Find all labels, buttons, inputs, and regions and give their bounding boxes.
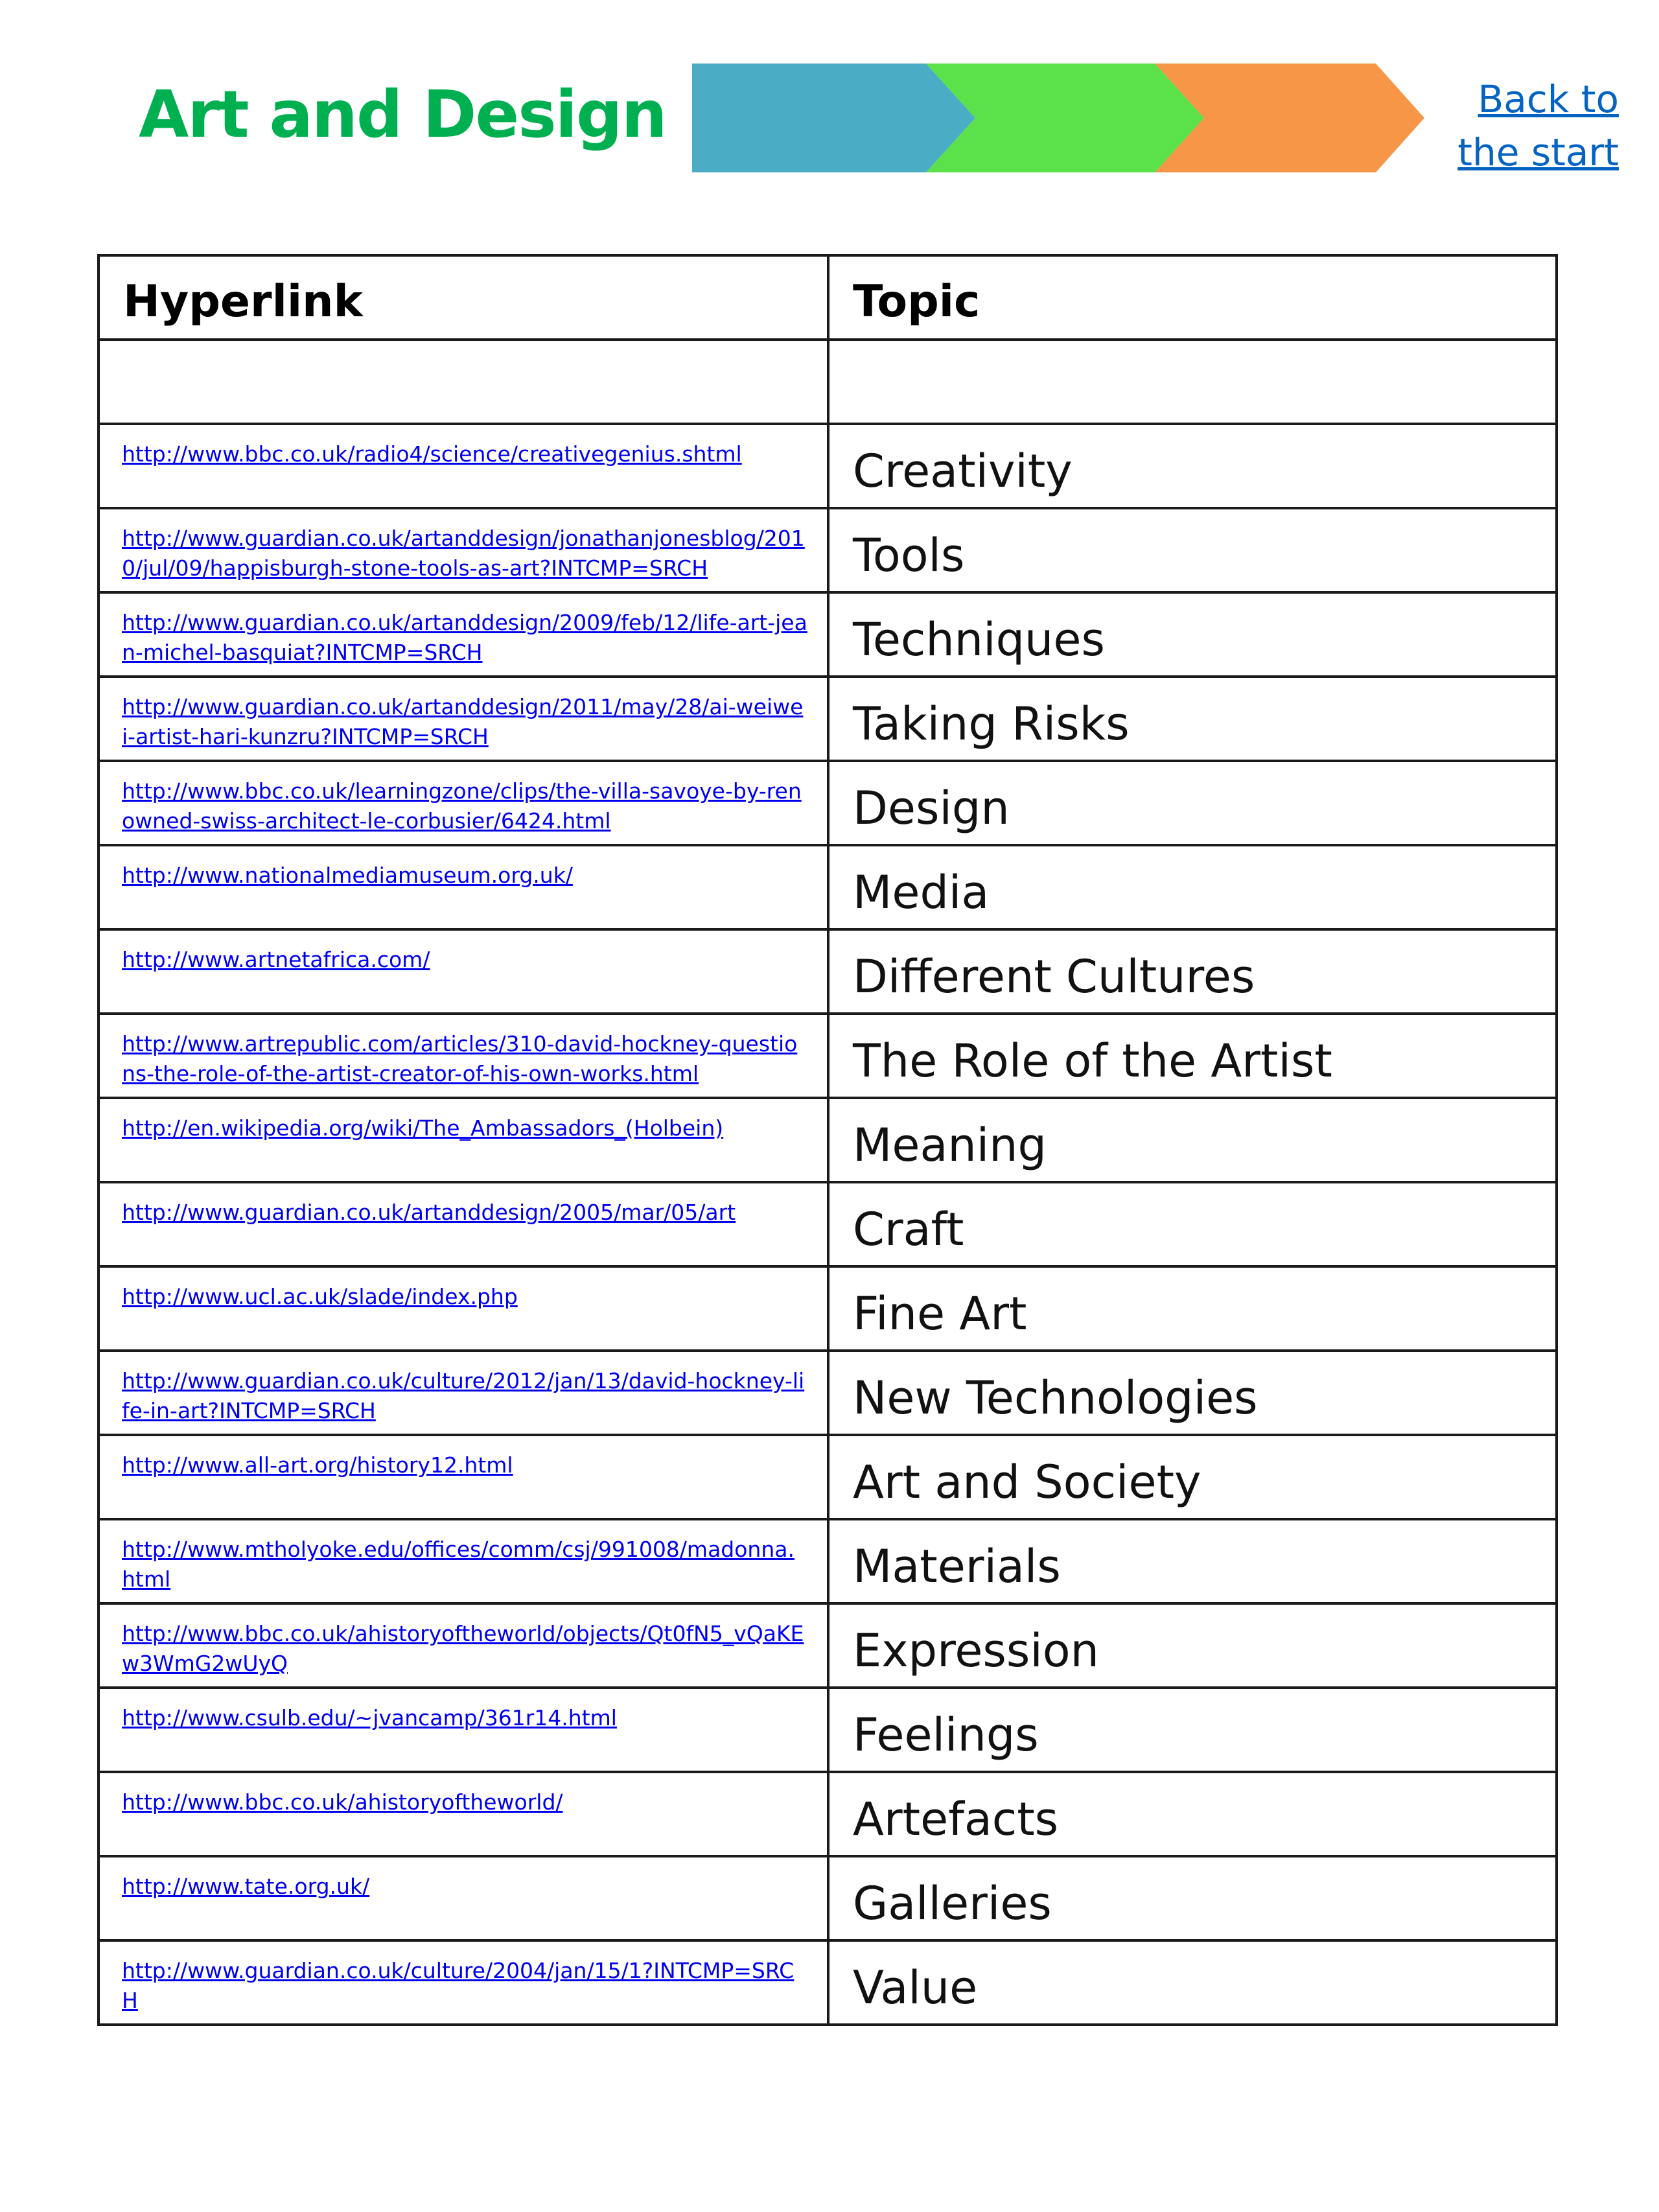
topic-cell: Craft — [828, 1182, 1557, 1266]
table-row — [99, 1940, 1557, 2025]
hyperlink[interactable]: http://www.guardian.co.uk/culture/2004/jan/15/1?INTCMP=SRCH — [122, 1958, 795, 2013]
table-row — [99, 340, 1557, 424]
hyperlink-cell — [99, 424, 828, 508]
hyperlink-cell — [99, 1772, 828, 1856]
table-row — [99, 1351, 1557, 1435]
hyperlink-cell — [99, 508, 828, 592]
hyperlink-cell — [99, 929, 828, 1014]
table-row — [99, 424, 1557, 508]
hyperlink-cell — [99, 1014, 828, 1098]
hyperlink-cell — [99, 1940, 828, 2025]
hyperlink-cell — [99, 340, 828, 424]
table-row — [99, 1688, 1557, 1772]
topic-cell: New Technologies — [828, 1351, 1557, 1435]
hyperlink[interactable]: http://en.wikipedia.org/wiki/The_Ambassadors_(Holbein) — [122, 1115, 724, 1141]
table-row — [99, 761, 1557, 845]
table-row — [99, 929, 1557, 1014]
chevron-step-1 — [692, 64, 975, 172]
hyperlink-topic-table — [97, 254, 1555, 2026]
topic-cell: Tools — [828, 508, 1557, 592]
hyperlink[interactable]: http://www.ucl.ac.uk/slade/index.php — [122, 1284, 518, 1309]
hyperlink-cell — [99, 1351, 828, 1435]
topic-cell: The Role of the Artist — [828, 1014, 1557, 1098]
hyperlink-cell — [99, 1182, 828, 1266]
hyperlink[interactable]: http://www.artnetafrica.com/ — [122, 947, 430, 972]
topic-cell: Creativity — [828, 424, 1557, 508]
topic-cell: Expression — [828, 1603, 1557, 1688]
table-row — [99, 1014, 1557, 1098]
progress-chevrons — [692, 64, 1424, 172]
hyperlink[interactable]: http://www.artrepublic.com/articles/310-david-hockney-questions-the-role-of-the-artist-creator-of-his-own-works.html — [122, 1031, 798, 1086]
table-row — [99, 592, 1557, 677]
topic-cell: Media — [828, 845, 1557, 929]
hyperlink-cell — [99, 1266, 828, 1351]
topic-cell: Art and Society — [828, 1435, 1557, 1519]
hyperlink[interactable]: http://www.bbc.co.uk/learningzone/clips/the-villa-savoye-by-renowned-swiss-architect-le-corbusier/6424.html — [122, 778, 802, 833]
table-row — [99, 677, 1557, 761]
topic-cell: Materials — [828, 1519, 1557, 1603]
hyperlink[interactable]: http://www.guardian.co.uk/culture/2012/jan/13/david-hockney-life-in-art?INTCMP=SRCH — [122, 1368, 805, 1423]
hyperlink[interactable]: http://www.guardian.co.uk/artanddesign/2005/mar/05/art — [122, 1200, 736, 1225]
hyperlink-cell — [99, 1098, 828, 1182]
hyperlink-cell — [99, 1688, 828, 1772]
table-row — [99, 1603, 1557, 1688]
hyperlink[interactable]: http://www.bbc.co.uk/radio4/science/creativegenius.shtml — [122, 441, 742, 467]
hyperlink[interactable]: http://www.csulb.edu/~jvancamp/361r14.html — [122, 1705, 617, 1730]
hyperlink[interactable]: http://www.bbc.co.uk/ahistoryoftheworld/objects/Qt0fN5_vQaKEw3WmG2wUyQ — [122, 1621, 804, 1676]
hyperlink[interactable]: http://www.guardian.co.uk/artanddesign/2011/may/28/ai-weiwei-artist-hari-kunzru?INTCMP=SRCH — [122, 694, 804, 749]
hyperlink[interactable]: http://www.nationalmediamuseum.org.uk/ — [122, 863, 573, 888]
table-row — [99, 1856, 1557, 1940]
topic-cell: Galleries — [828, 1856, 1557, 1940]
table-row — [99, 1182, 1557, 1266]
table-row — [99, 1266, 1557, 1351]
table-row — [99, 508, 1557, 592]
hyperlink-cell — [99, 761, 828, 845]
topic-cell: Design — [828, 761, 1557, 845]
table-row — [99, 1519, 1557, 1603]
hyperlink[interactable]: http://www.tate.org.uk/ — [122, 1874, 370, 1899]
page-title: Art and Design — [139, 76, 666, 152]
hyperlink-cell — [99, 592, 828, 677]
table-row — [99, 845, 1557, 929]
topic-cell: Taking Risks — [828, 677, 1557, 761]
topic-cell: Value — [828, 1940, 1557, 2025]
topic-cell — [828, 340, 1557, 424]
topic-cell: Meaning — [828, 1098, 1557, 1182]
table-row — [99, 1772, 1557, 1856]
hyperlink-cell — [99, 677, 828, 761]
topic-cell: Feelings — [828, 1688, 1557, 1772]
topic-cell: Techniques — [828, 592, 1557, 677]
hyperlink-cell — [99, 1856, 828, 1940]
hyperlink[interactable]: http://www.guardian.co.uk/artanddesign/jonathanjonesblog/2010/jul/09/happisburgh-stone-tools-as-art?INTCMP=SRCH — [122, 526, 805, 581]
table-row — [99, 1435, 1557, 1519]
column-header-hyperlink: Hyperlink — [99, 255, 828, 340]
topic-cell: Artefacts — [828, 1772, 1557, 1856]
hyperlink[interactable]: http://www.guardian.co.uk/artanddesign/2009/feb/12/life-art-jean-michel-basquiat?INTCMP=SRCH — [122, 610, 807, 665]
hyperlink-cell — [99, 1519, 828, 1603]
hyperlink-cell — [99, 1603, 828, 1688]
column-header-topic: Topic — [828, 255, 1557, 340]
hyperlink[interactable]: http://www.mtholyoke.edu/offices/comm/csj/991008/madonna.html — [122, 1537, 795, 1592]
hyperlink[interactable]: http://www.bbc.co.uk/ahistoryoftheworld/ — [122, 1789, 563, 1815]
hyperlink-cell — [99, 1435, 828, 1519]
table-header-row — [99, 255, 1557, 340]
back-to-start-link[interactable]: Back to the start — [1457, 77, 1619, 174]
topic-cell: Fine Art — [828, 1266, 1557, 1351]
table-row — [99, 1098, 1557, 1182]
hyperlink[interactable]: http://www.all-art.org/history12.html — [122, 1452, 513, 1478]
hyperlink-cell — [99, 845, 828, 929]
topic-cell: Different Cultures — [828, 929, 1557, 1014]
